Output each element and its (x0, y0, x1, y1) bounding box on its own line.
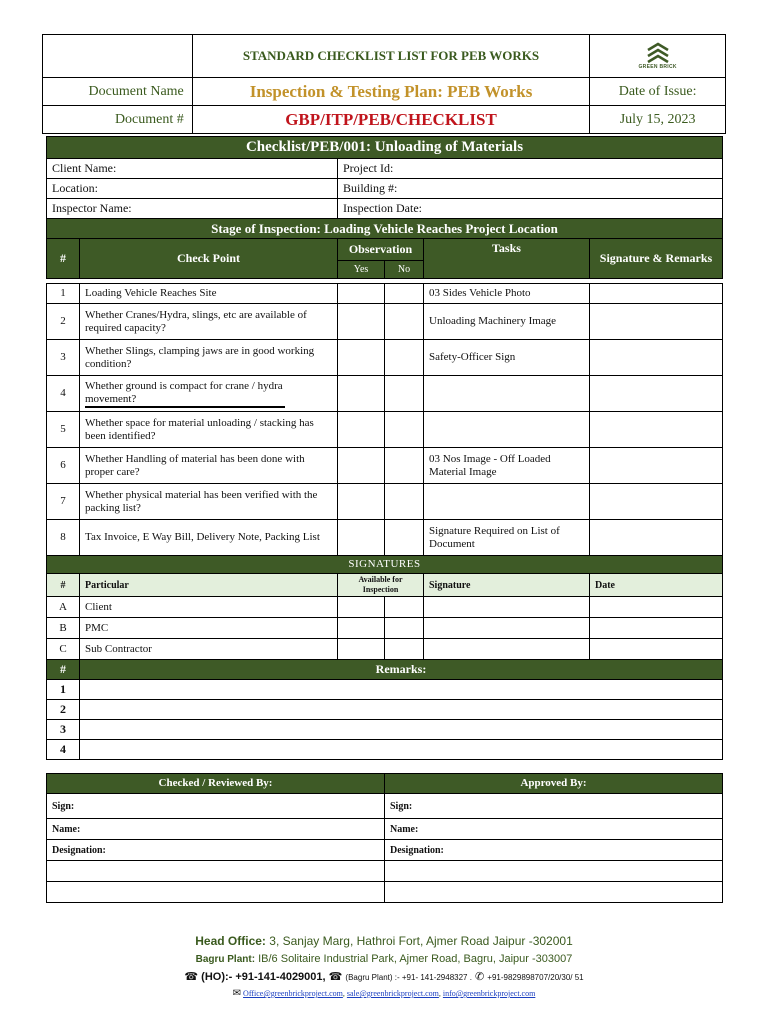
date-cell[interactable] (590, 597, 723, 618)
checklist-row (47, 304, 723, 340)
signature-cell[interactable] (424, 639, 590, 660)
signature-row (47, 597, 723, 618)
available-yes-cell[interactable] (338, 639, 385, 660)
sig-col-date: Date (590, 574, 723, 597)
header-blank-cell (43, 35, 193, 78)
remarks-cell[interactable] (590, 304, 723, 340)
available-yes-cell[interactable] (338, 618, 385, 639)
sig-col-num: # (47, 574, 80, 597)
yes-cell[interactable] (338, 284, 385, 304)
issue-date: July 15, 2023 (590, 106, 726, 134)
sig-particular: PMC (80, 618, 338, 639)
plant-label: Bagru Plant: (195, 954, 256, 965)
remark-number: 4 (47, 740, 80, 760)
checklist-row (47, 284, 723, 304)
row-task: 03 Nos Image - Off Loaded Material Image (424, 448, 590, 484)
remark-number: 3 (47, 720, 80, 740)
no-cell[interactable] (385, 448, 424, 484)
project-id-field[interactable]: Project Id: (338, 159, 723, 179)
checked-name-field[interactable]: Name: (47, 819, 385, 840)
yes-cell[interactable] (338, 448, 385, 484)
no-cell[interactable] (385, 376, 424, 412)
remarks-heading: Remarks: (80, 660, 723, 680)
signature-row (47, 639, 723, 660)
row-checkpoint-cell (80, 376, 338, 412)
head-office-address: 3, Sanjay Marg, Hathroi Fort, Ajmer Road Jaipur -302001 (269, 934, 573, 948)
logo-cell (590, 35, 726, 78)
remark-field[interactable] (80, 740, 723, 760)
row-number: 3 (47, 340, 80, 376)
available-no-cell[interactable] (385, 639, 424, 660)
no-cell[interactable] (385, 304, 424, 340)
remarks-cell[interactable] (590, 412, 723, 448)
row-task: Unloading Machinery Image (424, 304, 590, 340)
row-task (424, 412, 590, 448)
remarks-cell[interactable] (590, 284, 723, 304)
plant-line (0, 950, 768, 969)
building-field[interactable]: Building #: (338, 179, 723, 199)
head-office-label: Head Office: (195, 934, 266, 948)
underline-decoration (85, 406, 285, 408)
signature-row (47, 618, 723, 639)
approved-designation-field[interactable]: Designation: (385, 840, 723, 861)
yes-cell[interactable] (338, 340, 385, 376)
row-task: Signature Required on List of Document (424, 520, 590, 556)
row-checkpoint: Whether physical material has been verified with the packing list? (80, 484, 338, 520)
sig-particular: Sub Contractor (80, 639, 338, 660)
row-checkpoint: Whether Handling of material has been done with proper care? (80, 448, 338, 484)
checklist-title: Checklist/PEB/001: Unloading of Materials (47, 137, 723, 159)
row-checkpoint: Whether Slings, clamping jaws are in good working condition? (80, 340, 338, 376)
signature-cell[interactable] (424, 597, 590, 618)
checked-by-heading: Checked / Reviewed By: (47, 774, 385, 794)
remark-number: 1 (47, 680, 80, 700)
document-header (42, 34, 726, 134)
yes-cell[interactable] (338, 520, 385, 556)
plant-phone: (Bagru Plant) :- +91- 141-2948327 . (345, 973, 472, 982)
sig-col-particular: Particular (80, 574, 338, 597)
date-label: Date of Issue: (590, 78, 726, 106)
row-checkpoint: Tax Invoice, E Way Bill, Delivery Note, Packing List (80, 520, 338, 556)
page-footer (0, 932, 768, 1002)
logo-chevrons-icon (645, 42, 671, 64)
col-num-header: # (47, 239, 80, 279)
ho-phone: (HO):- +91-141-4029001, (201, 971, 326, 983)
client-name-field[interactable]: Client Name: (47, 159, 338, 179)
col-yes-header: Yes (338, 261, 385, 279)
row-checkpoint: Loading Vehicle Reaches Site (80, 284, 338, 304)
green-brick-logo (598, 42, 717, 70)
row-number: 1 (47, 284, 80, 304)
remarks-cell[interactable] (590, 520, 723, 556)
mobile-number: +91-9829898707/20/30/ 51 (487, 973, 584, 982)
remarks-col-num: # (47, 660, 80, 680)
date-cell[interactable] (590, 639, 723, 660)
no-cell[interactable] (385, 520, 424, 556)
row-number: 7 (47, 484, 80, 520)
row-task (424, 376, 590, 412)
stage-heading: Stage of Inspection: Loading Vehicle Reaches Project Location (47, 219, 723, 239)
remark-number: 2 (47, 700, 80, 720)
remarks-cell[interactable] (590, 484, 723, 520)
col-tasks-header: Tasks (424, 239, 590, 279)
plant-address: IB/6 Solitaire Industrial Park, Ajmer Road, Bagru, Jaipur -303007 (258, 953, 573, 965)
logo-text: GREEN BRICK (638, 64, 677, 70)
inspector-name-field[interactable]: Inspector Name: (47, 199, 338, 219)
email-sale-link[interactable]: sale@greenbrickproject.com (346, 989, 439, 998)
row-task: Safety-Officer Sign (424, 340, 590, 376)
remarks-cell[interactable] (590, 340, 723, 376)
sig-row-letter: B (47, 618, 80, 639)
inspection-date-field[interactable]: Inspection Date: (338, 199, 723, 219)
no-cell[interactable] (385, 284, 424, 304)
mobile-icon: ✆ (475, 971, 485, 983)
approved-sign-field[interactable]: Sign: (385, 794, 723, 819)
remarks-cell[interactable] (590, 448, 723, 484)
phone-icon: ☎ (328, 971, 343, 983)
signature-cell[interactable] (424, 618, 590, 639)
available-no-cell[interactable] (385, 597, 424, 618)
row-number: 6 (47, 448, 80, 484)
standard-title: STANDARD CHECKLIST LIST FOR PEB WORKS (192, 35, 589, 78)
row-number: 2 (47, 304, 80, 340)
remarks-row (47, 740, 723, 760)
checklist-row (47, 484, 723, 520)
checked-extra-field[interactable] (47, 882, 385, 903)
doc-num: GBP/ITP/PEB/CHECKLIST (192, 106, 589, 134)
checklist-row (47, 376, 723, 412)
envelope-icon: ✉ (232, 988, 242, 999)
remarks-cell[interactable] (590, 376, 723, 412)
checklist-table (46, 136, 723, 903)
checklist-row (47, 448, 723, 484)
sig-row-letter: C (47, 639, 80, 660)
spacer-row (47, 760, 723, 774)
sig-col-available: Available for Inspection (338, 574, 424, 597)
approved-extra-field[interactable] (385, 861, 723, 882)
doc-name: Inspection & Testing Plan: PEB Works (192, 78, 589, 106)
head-office-line (0, 932, 768, 950)
row-number: 5 (47, 412, 80, 448)
phone-line (0, 969, 768, 986)
sig-row-letter: A (47, 597, 80, 618)
yes-cell[interactable] (338, 376, 385, 412)
no-cell[interactable] (385, 412, 424, 448)
date-cell[interactable] (590, 618, 723, 639)
remarks-row (47, 680, 723, 700)
row-checkpoint: Whether Cranes/Hydra, slings, etc are available of required capacity? (80, 304, 338, 340)
approved-extra-field[interactable] (385, 882, 723, 903)
col-observation-header: Observation (338, 239, 424, 261)
yes-cell[interactable] (338, 304, 385, 340)
checklist-row (47, 520, 723, 556)
remark-field[interactable] (80, 700, 723, 720)
row-checkpoint: Whether ground is compact for crane / hydra movement? (85, 379, 283, 405)
remark-field[interactable] (80, 720, 723, 740)
phone-icon: ☎ (184, 971, 199, 983)
row-number: 8 (47, 520, 80, 556)
checked-sign-field[interactable]: Sign: (47, 794, 385, 819)
remarks-row (47, 720, 723, 740)
available-yes-cell[interactable] (338, 597, 385, 618)
row-number: 4 (47, 376, 80, 412)
checked-designation-field[interactable]: Designation: (47, 840, 385, 861)
signatures-heading: SIGNATURES (47, 556, 723, 574)
no-cell[interactable] (385, 340, 424, 376)
checklist-row (47, 340, 723, 376)
email-line: ✉ Office@greenbrickproject.com, sale@greenbrickproject.com, info@greenbrickproject.com (232, 988, 536, 999)
approved-by-heading: Approved By: (385, 774, 723, 794)
doc-num-label: Document # (43, 106, 193, 134)
approved-name-field[interactable]: Name: (385, 819, 723, 840)
row-task (424, 484, 590, 520)
yes-cell[interactable] (338, 412, 385, 448)
sig-particular: Client (80, 597, 338, 618)
yes-cell[interactable] (338, 484, 385, 520)
doc-name-label: Document Name (43, 78, 193, 106)
col-checkpoint-header: Check Point (80, 239, 338, 279)
email-office-link[interactable]: Office@greenbrickproject.com (243, 989, 343, 998)
checklist-row (47, 412, 723, 448)
checked-extra-field[interactable] (47, 861, 385, 882)
sig-col-signature: Signature (424, 574, 590, 597)
remark-field[interactable] (80, 680, 723, 700)
row-checkpoint: Whether space for material unloading / stacking has been identified? (80, 412, 338, 448)
email-info-link[interactable]: info@greenbrickproject.com (442, 989, 536, 998)
col-signature-header: Signature & Remarks (590, 239, 723, 279)
no-cell[interactable] (385, 484, 424, 520)
col-no-header: No (385, 261, 424, 279)
row-task: 03 Sides Vehicle Photo (424, 284, 590, 304)
location-field[interactable]: Location: (47, 179, 338, 199)
available-no-cell[interactable] (385, 618, 424, 639)
remarks-row (47, 700, 723, 720)
